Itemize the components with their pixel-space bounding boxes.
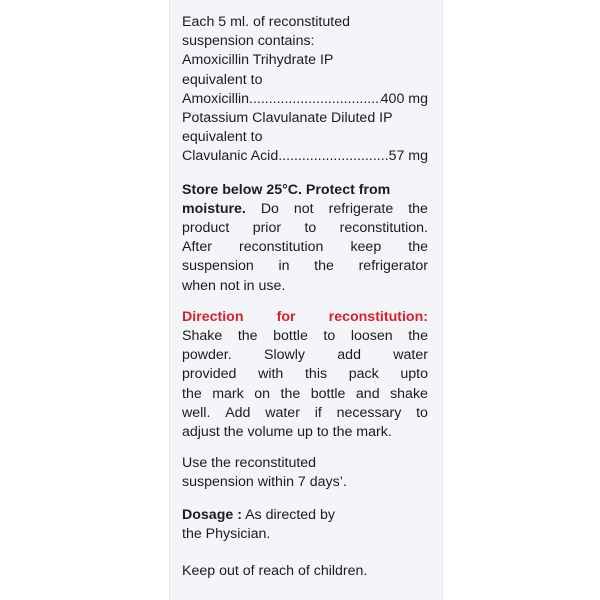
- direction-line: [182, 404, 428, 423]
- direction-line: [182, 346, 428, 365]
- word: refrigerate: [328, 200, 394, 217]
- direction-line: [182, 327, 428, 346]
- dosage-section: [182, 506, 428, 544]
- amoxicillin-name: Amoxicillin: [182, 90, 250, 107]
- word: to: [323, 328, 336, 345]
- storage-bold-line: Store below 25°C. Protect from: [182, 181, 391, 198]
- storage-bold-word: moisture.: [182, 200, 246, 217]
- composition-line: Potassium Clavulanate Diluted IP: [182, 110, 393, 127]
- word: the: [280, 385, 301, 402]
- storage-line: [182, 238, 428, 257]
- word: keep: [350, 239, 382, 256]
- composition-line: equivalent to: [182, 129, 263, 146]
- word: upto: [400, 366, 428, 383]
- composition-line: suspension contains:: [182, 33, 315, 50]
- word: Shake: [182, 328, 223, 345]
- word: Direction: [182, 308, 244, 325]
- word: the: [408, 200, 428, 217]
- word: reconstitution.: [339, 220, 428, 237]
- word: the: [408, 328, 428, 345]
- word: not: [293, 200, 314, 217]
- word: mark: [212, 385, 244, 402]
- word: reconstitution: [239, 239, 324, 256]
- word: loosen: [350, 328, 393, 345]
- dosage-line: [182, 506, 428, 525]
- usage-line: suspension within 7 days’.: [182, 474, 347, 491]
- storage-line: when not in use.: [182, 277, 286, 294]
- word: with: [258, 366, 284, 383]
- composition-section: [182, 13, 428, 167]
- word: to: [416, 404, 428, 421]
- word: water: [265, 404, 300, 421]
- word: the: [314, 258, 334, 275]
- word: add: [337, 347, 361, 364]
- word: necessary: [336, 404, 402, 421]
- clavulanic-name: Clavulanic Acid: [182, 148, 279, 165]
- dosage-text: As directed by: [241, 506, 335, 523]
- direction-line: adjust the volume up to the mark.: [182, 424, 392, 441]
- clavulanic-dose-line: [182, 147, 428, 166]
- word: well.: [182, 404, 211, 421]
- child-safety-warning: Keep out of reach of children.: [182, 563, 368, 580]
- storage-line: [182, 257, 428, 276]
- storage-section: [182, 181, 428, 296]
- amoxicillin-dose-line: [182, 90, 428, 109]
- storage-line: [182, 219, 428, 238]
- direction-line: [182, 385, 428, 404]
- dot-leader: [249, 90, 381, 109]
- word: product: [182, 220, 230, 237]
- direction-line: [182, 365, 428, 384]
- word: shake: [390, 385, 428, 402]
- word: on: [254, 385, 271, 402]
- dot-leader: [278, 147, 388, 166]
- leaflet-panel: [169, 0, 443, 600]
- leaflet-text: [182, 13, 428, 581]
- word: After: [182, 239, 212, 256]
- word: water: [393, 347, 428, 364]
- word: pack: [348, 366, 379, 383]
- word: bottle: [310, 385, 346, 402]
- word: the: [182, 385, 202, 402]
- word: if: [314, 404, 322, 421]
- word: for: [276, 308, 296, 325]
- dosage-label: Dosage :: [182, 506, 242, 523]
- word: and: [355, 385, 380, 402]
- word: in: [278, 258, 290, 275]
- word: Do: [260, 200, 279, 217]
- word: to: [304, 220, 317, 237]
- word: powder.: [182, 347, 232, 364]
- word: this: [304, 366, 328, 383]
- word: the: [237, 328, 258, 345]
- word: refrigerator: [358, 258, 428, 275]
- dosage-line: the Physician.: [182, 525, 271, 542]
- word: prior: [252, 220, 282, 237]
- word: bottle: [273, 328, 308, 345]
- direction-section: [182, 308, 428, 442]
- word: Add: [225, 404, 251, 421]
- word: provided: [182, 366, 237, 383]
- word: reconstitution:: [328, 308, 428, 325]
- clavulanic-dose: 57 mg: [388, 148, 428, 165]
- word: Slowly: [264, 347, 305, 364]
- amoxicillin-dose: 400 mg: [380, 90, 428, 107]
- usage-section: [182, 454, 428, 492]
- word: the: [408, 239, 428, 256]
- composition-line: Each 5 ml. of reconstituted: [182, 14, 350, 30]
- word: suspension: [182, 258, 254, 275]
- composition-line: equivalent to: [182, 71, 263, 88]
- storage-line: [182, 200, 428, 219]
- usage-line: Use the reconstituted: [182, 455, 317, 472]
- direction-heading: [182, 308, 428, 327]
- composition-line: Amoxicillin Trihydrate IP: [182, 52, 334, 69]
